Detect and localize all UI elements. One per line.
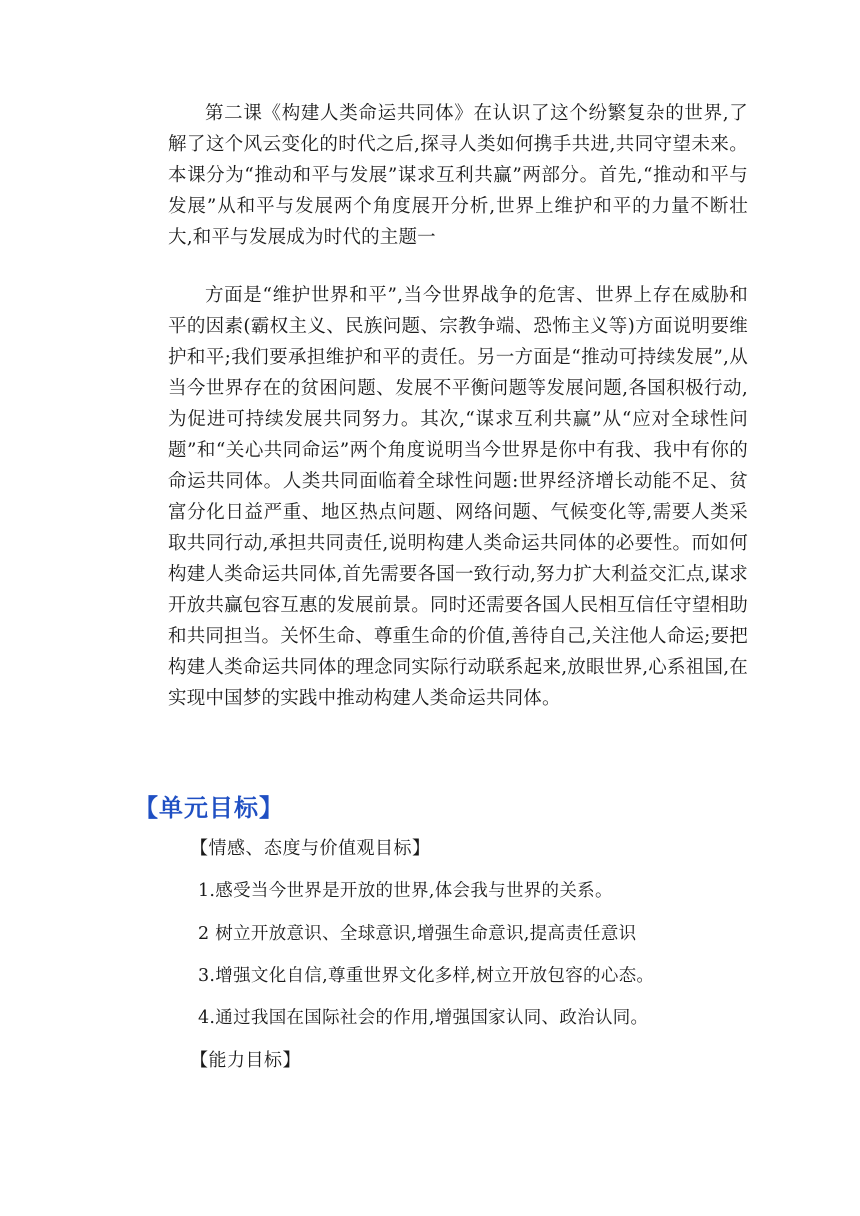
unit-goals-heading: 【单元目标】 <box>134 794 284 822</box>
goal-item-2: 2 树立开放意识、全球意识,增强生命意识,提高责任意识 <box>198 924 637 944</box>
body-paragraph-2: 方面是“维护世界和平”,当今世界战争的危害、世界上存在威胁和平的因素(霸权主义、民族问题、宗教争端、恐怖主义等)方面说明要维护和平;我们要承担维护和平的责任。另一方面是“推动可持续发展”,从当今世界存在的贫困问题、发展不平衡问题等发展问题,各国积极行动,为促进可持续发展共同努力。其次,“谋求互利共赢”从“应对全球性问题”和“关心共同命运”两个角度说明当今世界是你中有我、我中有你的命运共同体。人类共同面临着全球性问题:世界经济增长动能不足、贫富分化日益严重、地区热点问题、网络问题、气候变化等,需要人类采取共同行动,承担共同责任,说明构建人类命运共同体的必要性。而如何构建人类命运共同体,首先需要各国一致行动,努力扩大利益交汇点,谋求开放共赢包容互惠的发展前景。同时还需要各国人民相互信任守望相助和共同担当。关怀生命、尊重生命的价值,善待自己,关注他人命运;要把构建人类命运共同体的理念同实际行动联系起来,放眼世界,心系祖国,在实现中国梦的实践中推动构建人类命运共同体。 <box>168 285 748 709</box>
goal-item-4: 4.通过我国在国际社会的作用,增强国家认同、政治认同。 <box>198 1008 649 1028</box>
body-paragraph-1: 第二课《构建人类命运共同体》在认识了这个纷繁复杂的世界,了解了这个风云变化的时代之后,探寻人类如何携手共进,共同守望未来。本课分为“推动和平与发展”谋求互利共赢”两部分。首先,“推动和平与发展”从和平与发展两个角度展开分析,世界上维护和平的力量不断壮大,和平与发展成为时代的主题一 <box>168 103 748 248</box>
goal-item-1: 1.感受当今世界是开放的世界,体会我与世界的关系。 <box>198 881 613 901</box>
goal-item-3: 3.增强文化自信,尊重世界文化多样,树立开放包容的心态。 <box>198 966 655 986</box>
ability-goals-heading: 【能力目标】 <box>190 1050 301 1071</box>
affective-goals-heading: 【情感、态度与价值观目标】 <box>190 838 431 859</box>
